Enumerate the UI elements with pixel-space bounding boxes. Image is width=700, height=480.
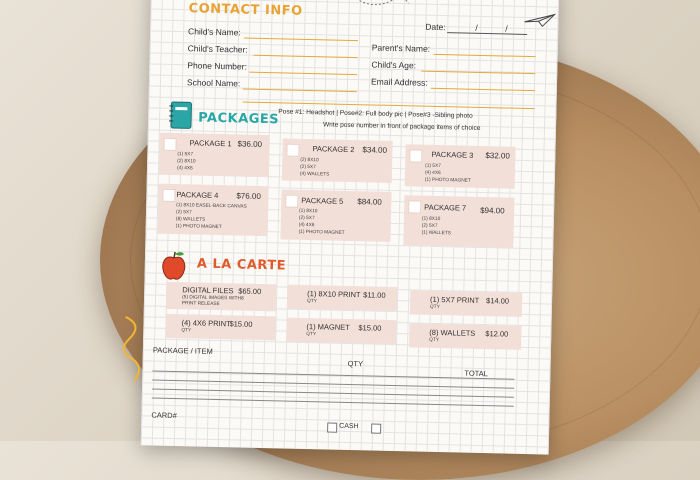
phone-line[interactable] [249, 72, 357, 75]
child-name-line[interactable] [244, 38, 358, 42]
total-header: TOTAL [464, 369, 488, 379]
alacarte-qty: QTY [306, 332, 316, 338]
package-item: (1) PHOTO MAGNET [176, 223, 247, 232]
teacher-label: Child's Teacher: [188, 43, 248, 54]
parent-name-label: Parent's Name: [372, 42, 431, 53]
package-item: (4) 4X6 [177, 165, 196, 172]
package-name: PACKAGE 1 [189, 138, 231, 148]
package-item: (1) WALLETS [422, 230, 452, 238]
alacarte-price: $11.00 [363, 290, 386, 300]
alacarte-price: $12.00 [485, 329, 508, 339]
packages-title: PACKAGES [198, 111, 279, 128]
package-card[interactable] [282, 138, 393, 182]
order-form-sheet [141, 0, 560, 455]
package-card[interactable] [403, 195, 514, 247]
package-price: $32.00 [485, 151, 510, 161]
alacarte-name: (1) 5X7 PRINT [430, 295, 479, 305]
package-card[interactable] [158, 184, 269, 236]
package-checkbox[interactable] [286, 144, 299, 157]
package-item: (4) 4X6 [425, 170, 471, 178]
alacarte-name: DIGITAL FILES [182, 285, 233, 295]
package-item: (1) PHOTO MAGNET [425, 177, 471, 185]
cash-checkbox[interactable] [327, 423, 337, 433]
alacarte-card-4x6[interactable] [165, 314, 276, 340]
dashed-swirl-icon [351, 0, 411, 9]
alacarte-sub: PRINT RELEASE [182, 301, 220, 308]
school-label: School Name: [187, 77, 241, 88]
qty-header: QTY [348, 359, 364, 368]
alacarte-card-wallets[interactable] [409, 323, 522, 350]
phone-label: Phone Number: [187, 60, 247, 71]
date-sep-1: / [475, 23, 478, 33]
date-line [447, 32, 527, 35]
date-sep-2: / [505, 23, 508, 33]
alacarte-price: $15.00 [358, 323, 381, 333]
package-name: PACKAGE 5 [301, 196, 343, 206]
child-name-label: Child's Name: [188, 26, 241, 37]
alacarte-card-8x10[interactable] [287, 285, 398, 311]
alacarte-price: $15.00 [229, 319, 252, 329]
order-row-line[interactable] [152, 389, 514, 398]
package-name: PACKAGE 2 [312, 144, 354, 154]
yellow-swirl-icon [114, 315, 152, 386]
child-age-line[interactable] [421, 71, 535, 75]
package-checkbox[interactable] [409, 149, 422, 162]
paper-plane-icon [522, 12, 556, 29]
alacarte-sub: (5) DIGITAL IMAGES WITH8 [182, 295, 244, 302]
package-item: (2) 5X7 [300, 164, 330, 172]
package-item: (2) 5X7 [176, 209, 247, 218]
cash-label: CASH [339, 423, 359, 430]
package-name: PACKAGE 3 [431, 150, 473, 160]
package-item: (1) 5X7 [177, 151, 196, 158]
parent-name-line[interactable] [434, 54, 536, 57]
package-name: PACKAGE 7 [424, 203, 466, 213]
package-checkbox[interactable] [285, 195, 298, 208]
alacarte-qty: QTY [181, 328, 191, 334]
package-checkbox[interactable] [163, 138, 176, 151]
package-checkbox[interactable] [162, 189, 175, 202]
package-item-header: PACKAGE / ITEM [153, 346, 213, 356]
alacarte-name: (8) WALLETS [429, 328, 475, 338]
alacarte-name: (1) MAGNET [306, 322, 350, 332]
package-item: (4) 4X6 [299, 222, 345, 230]
package-item: (2) 5X7 [299, 215, 345, 223]
child-age-label: Child's Age: [371, 59, 416, 70]
date-label: Date: [425, 22, 446, 32]
alacarte-card-magnet[interactable] [286, 318, 397, 344]
alacarte-qty: QTY [430, 305, 440, 311]
package-item: (8) WALLETS [176, 216, 247, 225]
contact-info-title: CONTACT INFO [188, 1, 302, 19]
order-row-line[interactable] [152, 371, 514, 380]
notebook-icon [168, 100, 195, 131]
order-row-line[interactable] [152, 380, 514, 389]
order-row-line[interactable] [152, 398, 514, 407]
package-card[interactable] [159, 133, 270, 177]
package-item: (1) 8X10 EASEL-BACK CANVAS [176, 202, 247, 211]
teacher-line[interactable] [254, 55, 358, 58]
alacarte-name: (1) 8X10 PRINT [307, 289, 361, 299]
package-item: (2) 8X10 [300, 157, 330, 165]
alacarte-name: (4) 4X6 PRINT [181, 318, 230, 328]
package-price: $94.00 [480, 206, 505, 216]
package-price: $36.00 [237, 139, 262, 149]
alacarte-qty: QTY [307, 299, 317, 305]
apple-icon [158, 250, 189, 283]
package-item: (1) PHOTO MAGNET [299, 229, 345, 237]
package-item: (1) 8X10 [422, 216, 452, 224]
package-item: (2) 5X7 [422, 223, 452, 231]
alacarte-qty: QTY [429, 338, 439, 344]
alacarte-price: $14.00 [486, 296, 509, 306]
package-card[interactable] [280, 189, 391, 241]
package-price: $84.00 [357, 197, 382, 207]
package-price: $76.00 [236, 191, 261, 201]
payment-checkbox[interactable] [371, 424, 381, 434]
package-item: (1) 8X10 [299, 208, 345, 216]
alacarte-title: A LA CARTE [197, 257, 287, 274]
card-label: CARD# [151, 411, 177, 421]
pose-note: Write pose number in front of package items of choice [323, 121, 481, 132]
alacarte-price: $65.00 [238, 286, 261, 296]
email-label: Email Address: [371, 76, 428, 87]
school-line[interactable] [243, 89, 357, 93]
package-price: $34.00 [362, 145, 387, 155]
alacarte-card-digital[interactable] [166, 282, 277, 311]
package-item: (4) WALLETS [300, 171, 330, 179]
email-line[interactable] [431, 88, 535, 91]
package-checkbox[interactable] [408, 200, 421, 213]
pose-line: Pose #1: Headshot | Pose#2: Full body pic | Pose#3 -Sibling photo [278, 108, 473, 119]
package-item: (2) 8X10 [177, 158, 196, 165]
package-card[interactable] [405, 144, 516, 188]
package-name: PACKAGE 4 [176, 190, 218, 200]
alacarte-card-5x7[interactable] [410, 290, 523, 317]
package-item: (1) 5X7 [425, 163, 471, 171]
